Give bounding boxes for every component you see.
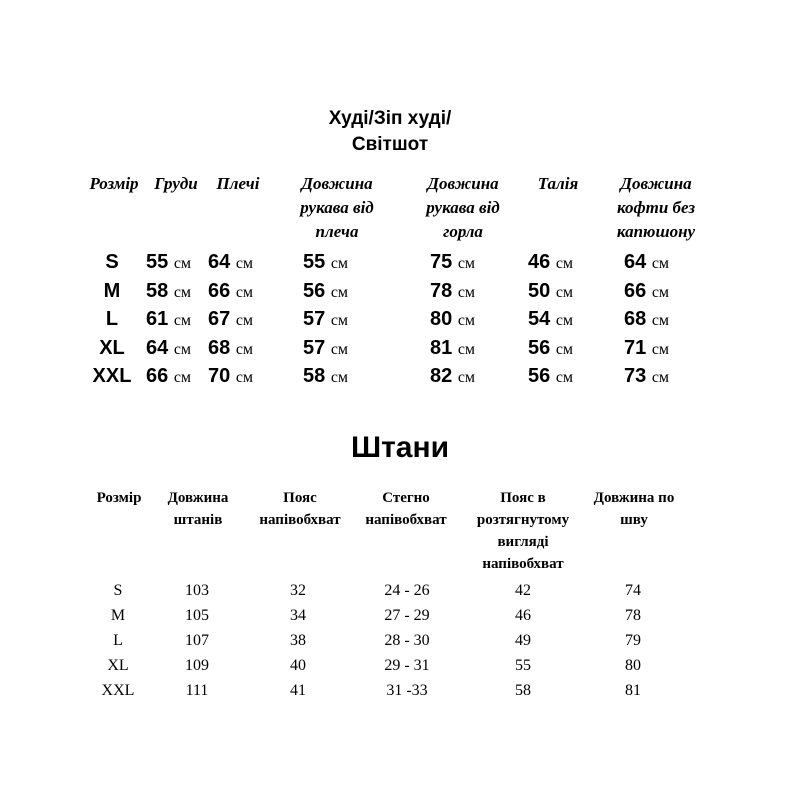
waist-cell <box>528 248 573 278</box>
cell-value: 73 <box>624 365 647 387</box>
cell-value: 67 <box>208 308 231 330</box>
unit-label: см <box>555 312 574 329</box>
waist-cell: 32 <box>290 582 306 599</box>
unit-label: см <box>457 255 476 272</box>
unit-label: см <box>173 312 192 329</box>
shoulders-cell <box>208 277 253 307</box>
size-cell: L <box>113 632 123 649</box>
cell-value: 57 <box>303 308 326 330</box>
unit-label: см <box>651 369 670 386</box>
waist-cell: 34 <box>290 607 306 624</box>
header-waist: Талія <box>537 174 579 193</box>
cell-value: L <box>105 308 119 330</box>
chest-cell <box>146 248 191 278</box>
pants-title: Штани <box>350 431 450 464</box>
header-inseam-length: Довжина по шву <box>593 490 675 528</box>
unit-label: см <box>651 284 670 301</box>
hoodie-title-line2: Світшот <box>351 134 429 155</box>
unit-label: см <box>173 284 192 301</box>
cell-value: 50 <box>528 280 551 302</box>
length-cell <box>624 362 669 392</box>
waist-cell: 41 <box>290 682 306 699</box>
unit-label: см <box>555 255 574 272</box>
header-size: Розмір <box>89 174 139 193</box>
waist-cell: 38 <box>290 632 306 649</box>
unit-label: см <box>330 255 349 272</box>
hips-cell: 24 - 26 <box>384 582 430 599</box>
cell-value: 58 <box>146 280 169 302</box>
cell-value: 46 <box>528 251 551 273</box>
inseam-cell: 81 <box>625 682 641 699</box>
shoulders-cell <box>208 334 253 364</box>
sleeve-neck-cell <box>430 334 475 364</box>
pants-length-cell: 103 <box>185 582 209 599</box>
size-cell <box>90 305 134 333</box>
length-cell <box>624 248 669 278</box>
sleeve-shoulder-cell <box>303 334 348 364</box>
inseam-cell: 78 <box>625 607 641 624</box>
sleeve-neck-cell <box>430 248 475 278</box>
size-cell <box>90 277 134 305</box>
shoulders-cell <box>208 305 253 335</box>
cell-value: 66 <box>624 280 647 302</box>
hips-cell: 27 - 29 <box>384 607 430 624</box>
unit-label: см <box>235 369 254 386</box>
sleeve-neck-cell <box>430 362 475 392</box>
cell-value: M <box>103 280 121 302</box>
waist-cell <box>528 334 573 364</box>
pants-length-cell: 105 <box>185 607 209 624</box>
shoulders-cell <box>208 362 253 392</box>
shoulders-cell <box>208 248 253 278</box>
unit-label: см <box>457 284 476 301</box>
unit-label: см <box>555 284 574 301</box>
cell-value: XXL <box>92 365 132 387</box>
header-waist-half: Пояс напівобхват <box>259 490 341 528</box>
unit-label: см <box>651 341 670 358</box>
cell-value: 64 <box>146 337 169 359</box>
unit-label: см <box>173 341 192 358</box>
waist-cell <box>528 277 573 307</box>
size-cell: XL <box>107 657 129 674</box>
cell-value: 68 <box>208 337 231 359</box>
cell-value: 68 <box>624 308 647 330</box>
cell-value: 71 <box>624 337 647 359</box>
unit-label: см <box>457 312 476 329</box>
waist-stretched-cell: 42 <box>515 582 531 599</box>
hips-cell: 28 - 30 <box>384 632 430 649</box>
size-cell: S <box>113 582 123 599</box>
waist-stretched-cell: 55 <box>515 657 531 674</box>
cell-value: 66 <box>208 280 231 302</box>
size-cell <box>90 362 134 390</box>
size-cell: XXL <box>101 682 135 699</box>
waist-cell <box>528 305 573 335</box>
cell-value: 64 <box>624 251 647 273</box>
cell-value: 56 <box>528 337 551 359</box>
unit-label: см <box>555 341 574 358</box>
cell-value: 80 <box>430 308 453 330</box>
header-shoulders: Плечі <box>216 174 260 193</box>
cell-value: 64 <box>208 251 231 273</box>
cell-value: S <box>105 251 119 273</box>
hips-cell: 31 -33 <box>386 682 428 699</box>
sleeve-neck-cell <box>430 277 475 307</box>
pants-length-cell: 111 <box>185 682 209 699</box>
unit-label: см <box>235 312 254 329</box>
hoodie-title <box>280 106 500 158</box>
unit-label: см <box>235 284 254 301</box>
unit-label: см <box>555 369 574 386</box>
cell-value: 61 <box>146 308 169 330</box>
cell-value: 57 <box>303 337 326 359</box>
cell-value: 54 <box>528 308 551 330</box>
unit-label: см <box>173 369 192 386</box>
inseam-cell: 80 <box>625 657 641 674</box>
unit-label: см <box>651 255 670 272</box>
cell-value: 58 <box>303 365 326 387</box>
sleeve-neck-cell <box>430 305 475 335</box>
inseam-cell: 74 <box>625 582 641 599</box>
waist-stretched-cell: 46 <box>515 607 531 624</box>
unit-label: см <box>457 369 476 386</box>
chest-cell <box>146 277 191 307</box>
sleeve-shoulder-cell <box>303 362 348 392</box>
length-cell <box>624 334 669 364</box>
unit-label: см <box>651 312 670 329</box>
header-body-length: Довжина кофти без капюшону <box>616 174 696 241</box>
sleeve-shoulder-cell <box>303 277 348 307</box>
header-pants-length: Довжина штанів <box>167 490 229 528</box>
unit-label: см <box>235 341 254 358</box>
size-cell <box>90 248 134 276</box>
header-hips-half: Стегно напівобхват <box>365 490 447 528</box>
cell-value: 55 <box>146 251 169 273</box>
chest-cell <box>146 334 191 364</box>
cell-value: 66 <box>146 365 169 387</box>
unit-label: см <box>235 255 254 272</box>
unit-label: см <box>330 312 349 329</box>
header-sleeve-from-neck: Довжина рукава від горла <box>426 174 500 241</box>
unit-label: см <box>330 369 349 386</box>
sleeve-shoulder-cell <box>303 248 348 278</box>
pants-length-cell: 107 <box>185 632 209 649</box>
inseam-cell: 79 <box>625 632 641 649</box>
unit-label: см <box>457 341 476 358</box>
waist-cell <box>528 362 573 392</box>
unit-label: см <box>330 341 349 358</box>
cell-value: 56 <box>303 280 326 302</box>
waist-cell: 40 <box>290 657 306 674</box>
header-chest: Груди <box>154 174 198 193</box>
cell-value: 81 <box>430 337 453 359</box>
pants-length-cell: 109 <box>185 657 209 674</box>
hips-cell: 29 - 31 <box>384 657 430 674</box>
unit-label: см <box>173 255 192 272</box>
cell-value: 56 <box>528 365 551 387</box>
sleeve-shoulder-cell <box>303 305 348 335</box>
header-size: Розмір <box>96 490 142 506</box>
length-cell <box>624 277 669 307</box>
header-sleeve-from-shoulder: Довжина рукава від плеча <box>300 174 374 241</box>
waist-stretched-cell: 58 <box>515 682 531 699</box>
unit-label: см <box>330 284 349 301</box>
chest-cell <box>146 362 191 392</box>
size-cell <box>90 334 134 362</box>
cell-value: 78 <box>430 280 453 302</box>
length-cell <box>624 305 669 335</box>
cell-value: XL <box>99 337 125 359</box>
cell-value: 55 <box>303 251 326 273</box>
cell-value: 75 <box>430 251 453 273</box>
hoodie-title-line1: Худі/Зіп худі/ <box>328 108 452 129</box>
header-waist-stretched-half: Пояс в розтягнутому вигляді напівобхват <box>476 490 570 572</box>
chest-cell <box>146 305 191 335</box>
cell-value: 70 <box>208 365 231 387</box>
cell-value: 82 <box>430 365 453 387</box>
size-cell: M <box>110 607 126 624</box>
waist-stretched-cell: 49 <box>515 632 531 649</box>
